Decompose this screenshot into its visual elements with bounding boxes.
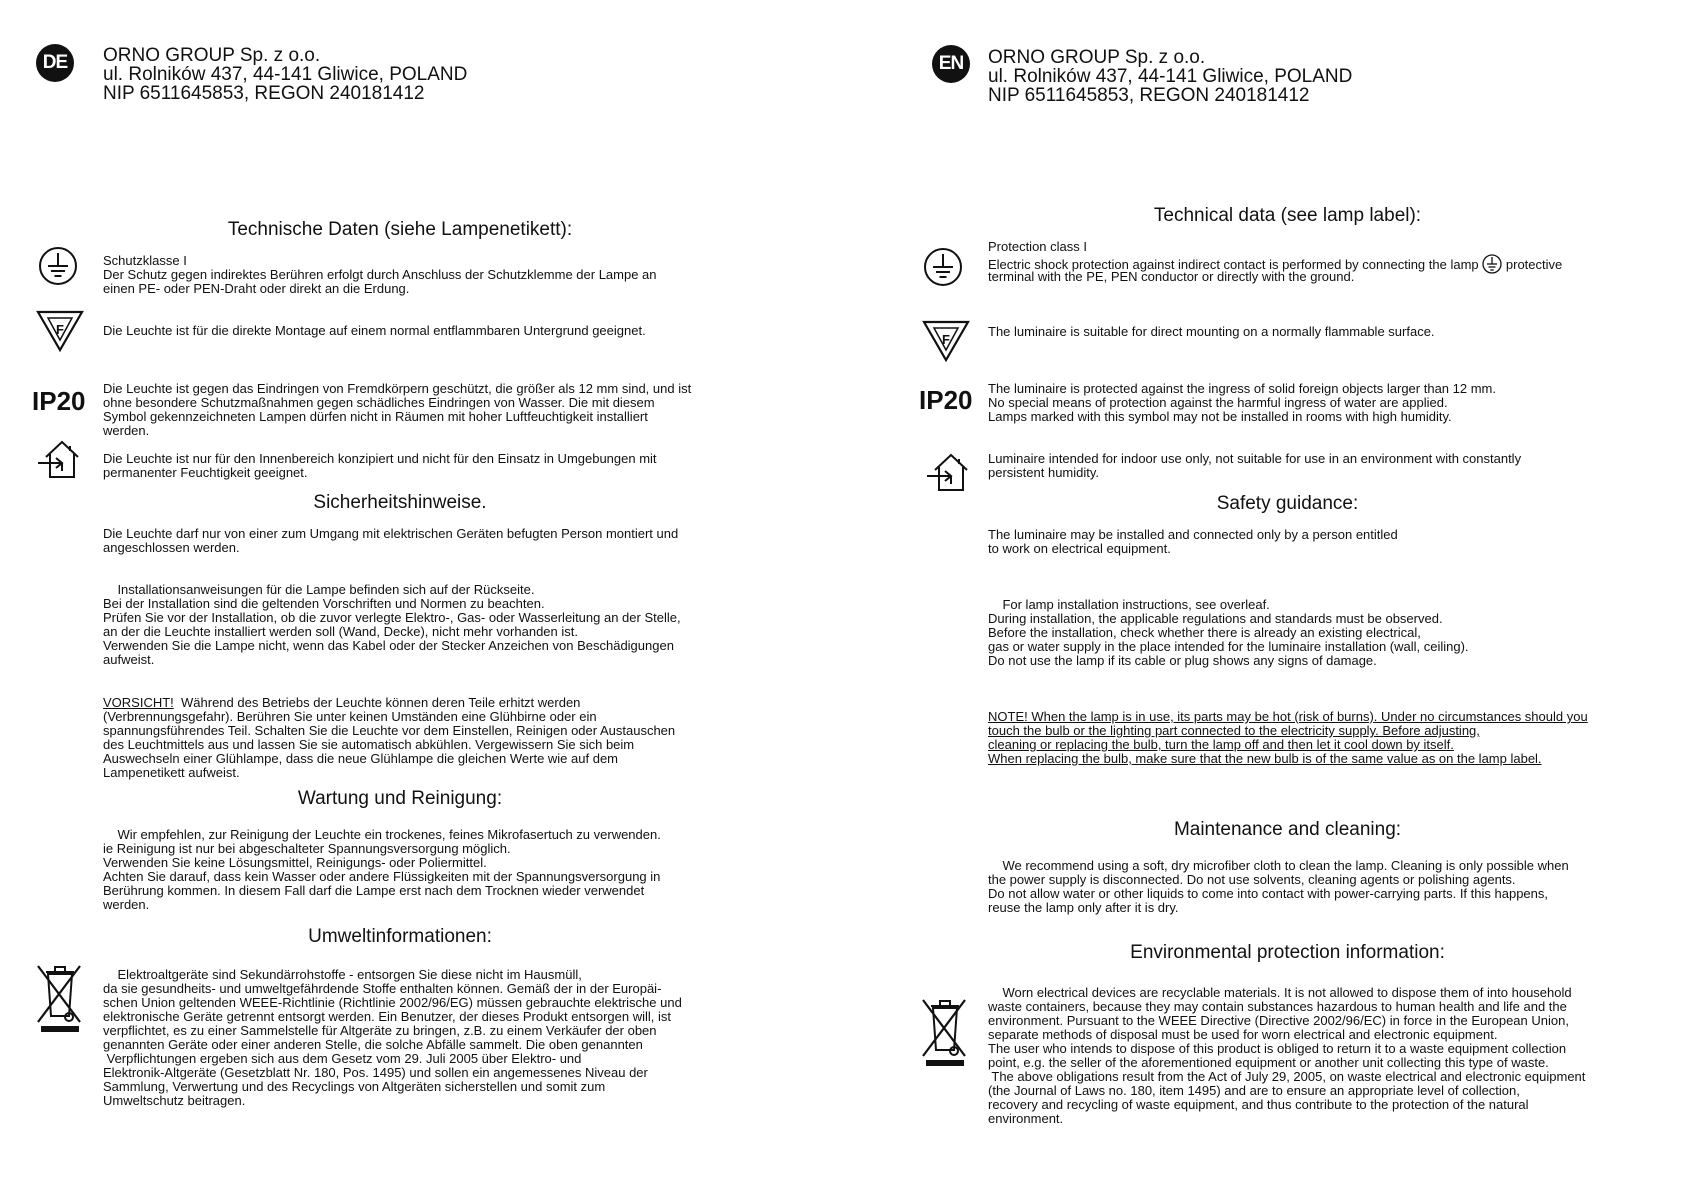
text-line: Schutzklasse I (103, 253, 187, 268)
text-line: Before the installation, check whether there is already an existing electrical, (988, 625, 1421, 640)
text-line: Berührung kommen. In diesem Fall darf die Lampe erst nach dem Trocknen wieder verwendet (103, 883, 645, 898)
flammable-surface-icon (36, 310, 84, 354)
en-ip20-symbol: IP20 (919, 385, 973, 415)
de-safety-title: Sicherheitshinweise. (313, 492, 487, 513)
text-line: (Verbrennungsgefahr). Berühren Sie unter keinen Umständen eine Glühbirne oder ein (103, 709, 597, 724)
address-line: ul. Rolników 437, 44-141 Gliwice, POLAND (103, 64, 468, 85)
de-maintenance-text (103, 828, 661, 912)
text-line: The above obligations result from the Act of July 29, 2005, on waste electrical and electronic equipment (988, 1069, 1586, 1084)
address-line: ul. Rolników 437, 44-141 Gliwice, POLAND (988, 66, 1353, 87)
en-maintenance-title: Maintenance and cleaning: (1173, 819, 1402, 840)
address-line: ORNO GROUP Sp. z o.o. (988, 47, 1206, 68)
text-line: schen Union geltenden WEEE-Richtlinie (Richtlinie 2002/96/EG) müssen gebrauchte elektrische und (103, 995, 682, 1010)
de-ip-text (103, 382, 691, 438)
text-line: Do not allow water or other liquids to come into contact with power-carrying parts. If this happens, (988, 886, 1548, 901)
text-line: aufweist. (103, 652, 155, 667)
text-line: Lamps marked with this symbol may not be installed in rooms with high humidity. (988, 409, 1452, 424)
de-ip20-symbol: IP20 (32, 386, 86, 416)
en-safety-text-2 (988, 598, 1469, 668)
text-line: angeschlossen werden. (103, 540, 240, 555)
text-line: Installationsanweisungen für die Lampe befinden sich auf der Rückseite. (103, 582, 535, 597)
text-line: Prüfen Sie vor der Installation, ob die zuvor verlegte Elektro-, Gas- oder Wasserleitung an der Stelle, (103, 610, 681, 625)
indoor-use-icon (36, 437, 86, 481)
text-line (103, 696, 675, 710)
text-line: Die Leuchte darf nur von einer zum Umgang mit elektrischen Geräten befugten Person montiert und (103, 526, 679, 541)
text-line: Verwenden Sie die Lampe nicht, wenn das Kabel oder der Stecker Anzeichen von Beschädigungen (103, 638, 674, 653)
en-flammable-text (988, 325, 1435, 339)
protective-earth-inline-icon (1482, 254, 1502, 274)
protection-text-b: protective (1505, 257, 1563, 272)
caution-rest: Während des Betriebs der Leuchte können deren Teile erhitzt werden (173, 695, 581, 710)
text-line: terminal with the PE, PEN conductor or directly with the ground. (988, 269, 1355, 284)
address-line: ORNO GROUP Sp. z o.o. (103, 45, 321, 66)
text-line: an der die Leuchte installiert werden soll (Wand, Decke), nicht mehr vorhanden ist. (103, 624, 578, 639)
text-line: Lampenetikett aufweist. (103, 765, 240, 780)
text-line: reuse the lamp only after it is dry. (988, 900, 1179, 915)
address-line: NIP 6511645853, REGON 240181412 (988, 85, 1310, 106)
text-line: Verwenden Sie keine Lösungsmittel, Reinigungs- oder Poliermittel. (103, 855, 487, 870)
text-line: permanenter Feuchtigkeit geeignet. (103, 465, 308, 480)
text-line: The luminaire is suitable for direct mounting on a normally flammable surface. (988, 324, 1435, 339)
text-line: environment. (988, 1111, 1064, 1126)
de-safety-text-1 (103, 527, 678, 555)
text-line: During installation, the applicable regulations and standards must be observed. (988, 611, 1443, 626)
text-line: Umweltschutz beitragen. (103, 1093, 246, 1108)
text-line: verpflichtet, es zu einer Sammelstelle für Altgeräte zu bringen, z.B. zu einem Verkäufer der oben (103, 1023, 657, 1038)
address-line: NIP 6511645853, REGON 240181412 (103, 83, 425, 104)
de-maintenance-title: Wartung und Reinigung: (297, 788, 503, 809)
text-line: No special means of protection against the harmful ingress of water are applied. (988, 395, 1448, 410)
text-line: environment. Pursuant to the WEEE Directive (Directive 2002/96/EC) in force in the European Union, (988, 1013, 1569, 1028)
de-flammable-text (103, 324, 646, 338)
protection-text-a: Electric shock protection against indirect contact is performed by connecting the lamp (988, 257, 1479, 272)
en-tech-title: Technical data (see lamp label): (1153, 205, 1422, 226)
text-line: The luminaire may be installed and connected only by a person entitled (988, 527, 1398, 542)
text-line: gas or water supply in the place intended for the luminaire installation (wall, ceiling). (988, 639, 1469, 654)
text-line: Sammlung, Verwertung und des Recyclings von Altgeräten sicherstellen und somit zum (103, 1079, 606, 1094)
text-line: Worn electrical devices are recyclable materials. It is not allowed to dispose them of into household (988, 985, 1572, 1000)
text-line: spannungsführendes Teil. Schalten Sie die Leuchte vor dem Einstellen, Reinigen oder Austauschen (103, 723, 676, 738)
text-line: recovery and recycling of waste equipment, and thus contribute to the protection of the natural (988, 1097, 1529, 1112)
weee-crossed-bin-icon (921, 996, 969, 1068)
text-line: Verpflichtungen ergeben sich aus dem Gesetz vom 29. Juli 2005 über Elektro- und (103, 1051, 582, 1066)
de-indoor-text (103, 452, 657, 480)
text-line: werden. (103, 897, 150, 912)
text-line: Die Leuchte ist nur für den Innenbereich konzipiert und nicht für den Einsatz in Umgebungen mit (103, 451, 657, 466)
en-indoor-text (988, 452, 1521, 480)
en-environment-text (988, 986, 1585, 1126)
caution-label: VORSICHT! (103, 695, 174, 710)
text-line: Symbol gekennzeichneten Lampen dürfen nicht in Räumen mit hoher Luftfeuchtigkeit installiert (103, 409, 648, 424)
text-line: (the Journal of Laws no. 180, item 1495) and are to ensure an appropriate level of collection, (988, 1083, 1520, 1098)
weee-crossed-bin-icon (36, 962, 84, 1034)
text-line: Die Leuchte ist für die direkte Montage auf einem normal entflammbaren Untergrund geeignet. (103, 323, 646, 338)
en-safety-text-1 (988, 528, 1398, 556)
text-line: Auswechseln einer Glühlampe, dass die neue Glühlampe die gleichen Werte wie auf dem (103, 751, 618, 766)
text-line: When replacing the bulb, make sure that the new bulb is of the same value as on the lamp label. (988, 751, 1542, 766)
text-line: Elektronik-Altgeräte (Gesetzblatt Nr. 180, Pos. 1495) und sollen ein angemessenes Niveau der (103, 1065, 648, 1080)
de-caution-text (103, 696, 675, 780)
text-line: For lamp installation instructions, see overleaf. (988, 597, 1270, 612)
text-line: cleaning or replacing the bulb, turn the lamp off and then let it cool down by itself. (988, 737, 1454, 752)
text-line: Der Schutz gegen indirektes Berühren erfolgt durch Anschluss der Schutzklemme der Lampe an (103, 267, 657, 282)
de-safety-text-2 (103, 583, 681, 667)
text-line: Achten Sie darauf, dass kein Wasser oder andere Flüssigkeiten mit der Spannungsversorgung in (103, 869, 661, 884)
text-line: persistent humidity. (988, 465, 1100, 480)
text-line: Wir empfehlen, zur Reinigung der Leuchte ein trockenes, feines Mikrofasertuch zu verwenden. (103, 827, 661, 842)
text-line: The luminaire is protected against the ingress of solid foreign objects larger than 12 mm. (988, 381, 1496, 396)
text-line: separate methods of disposal must be used for worn electrical and electronic equipment. (988, 1027, 1498, 1042)
svg-text:F: F (942, 332, 950, 347)
de-protection-text (103, 254, 657, 296)
text-line: Luminaire intended for indoor use only, not suitable for use in an environment with constantly (988, 451, 1522, 466)
text-line: Die Leuchte ist gegen das Eindringen von Fremdkörpern geschützt, die größer als 12 mm sind, und ist (103, 381, 692, 396)
text-line: werden. (103, 423, 150, 438)
en-environment-title: Environmental protection information: (1130, 942, 1445, 963)
text-line: touch the bulb or the lighting part connected to the electricity supply. Before adjusting, (988, 723, 1480, 738)
text-line: des Leuchtmittels aus und lassen Sie sie automatisch abkühlen. Vergewissern Sie sich beim (103, 737, 635, 752)
text-line: the power supply is disconnected. Do not use solvents, cleaning agents or polishing agents. (988, 872, 1516, 887)
en-maintenance-text (988, 859, 1569, 915)
flammable-surface-icon (922, 320, 970, 364)
en-protection-text (988, 240, 1562, 284)
de-language-badge: DE (36, 44, 74, 82)
en-safety-title: Safety guidance: (1216, 493, 1359, 514)
text-line: We recommend using a soft, dry microfiber cloth to clean the lamp. Cleaning is only possible when (988, 858, 1569, 873)
text-line: genannten Geräte oder einer anderen Stelle, die solche Abfälle sammelt. Die oben genannten (103, 1037, 643, 1052)
de-environment-text (103, 968, 682, 1108)
protective-earth-icon (923, 247, 963, 287)
text-line: Protection class I (988, 239, 1087, 254)
en-ip-text (988, 382, 1496, 424)
text-line: da sie gesundheits- und umweltgefährdende Stoffe enthalten können. Gemäß der in der Europäi- (103, 981, 662, 996)
en-language-badge: EN (932, 45, 970, 83)
de-tech-title: Technische Daten (siehe Lampenetikett): (227, 219, 573, 240)
de-company-address (103, 46, 467, 103)
text-line: einen PE- oder PEN-Draht oder direkt an die Erdung. (103, 281, 410, 296)
text-line: ie Reinigung ist nur bei abgeschalteter Spannungsversorgung möglich. (103, 841, 511, 856)
text-line: waste containers, because they may contain substances hazardous to human health and life and the (988, 999, 1567, 1014)
svg-text:F: F (56, 322, 64, 337)
de-environment-title: Umweltinformationen: (308, 926, 492, 947)
indoor-use-icon (925, 450, 975, 494)
text-line: Do not use the lamp if its cable or plug shows any signs of damage. (988, 653, 1377, 668)
en-note-text (988, 710, 1588, 766)
protective-earth-icon (38, 246, 78, 286)
text-line: to work on electrical equipment. (988, 541, 1171, 556)
text-line: NOTE! When the lamp is in use, its parts may be hot (risk of burns). Under no circumstances should you (988, 709, 1588, 724)
text-line: Elektroaltgeräte sind Sekundärrohstoffe - entsorgen Sie diese nicht im Hausmüll, (103, 967, 582, 982)
text-line: Bei der Installation sind die geltenden Vorschriften und Normen zu beachten. (103, 596, 545, 611)
text-line: point, e.g. the seller of the aforementioned equipment or another unit collecting this type of waste. (988, 1055, 1549, 1070)
en-company-address (988, 48, 1352, 105)
text-line: elektronische Geräte getrennt entsorgt werden. Ein Benutzer, der dieses Produkt entsorgen will, ist (103, 1009, 671, 1024)
text-line: The user who intends to dispose of this product is obliged to return it to a waste equipment collection (988, 1041, 1567, 1056)
text-line: ohne besondere Schutzmaßnahmen gegen schädliches Eindringen von Wasser. Die mit diesem (103, 395, 655, 410)
